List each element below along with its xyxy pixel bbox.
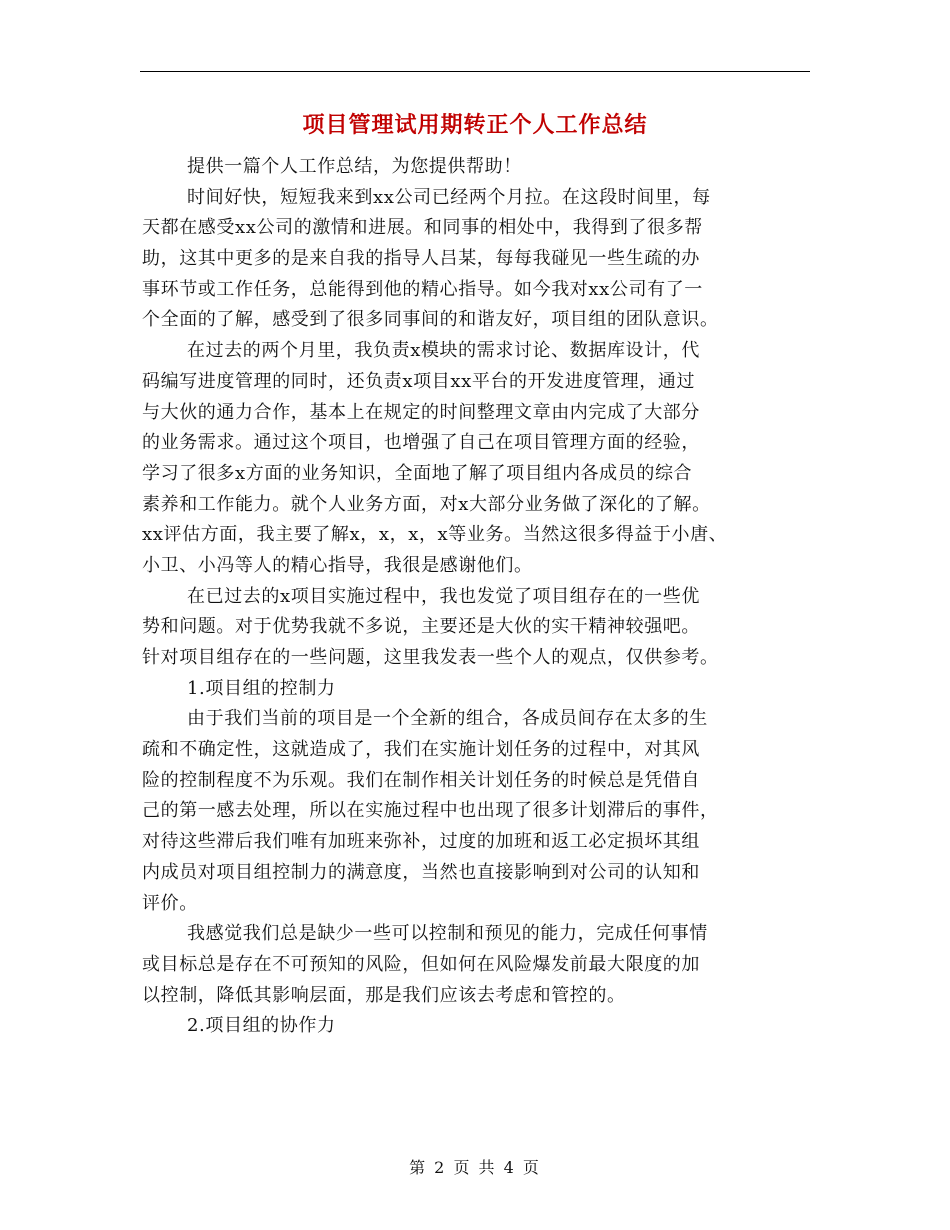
body-line: 时间好快，短短我来到xx公司已经两个月拉。在这段时间里，每 [187, 186, 711, 208]
body-line: 与大伙的通力合作，基本上在规定的时间整理文章由内完成了大部分 [142, 401, 700, 423]
body-line: 提供一篇个人工作总结，为您提供帮助！ [187, 156, 522, 177]
document-title: 项目管理试用期转正个人工作总结 [302, 113, 648, 138]
body-line: 个全面的了解，感受到了很多同事间的和谐友好，项目组的团队意识。 [142, 309, 719, 331]
header-rule [140, 71, 810, 72]
body-line: 1.项目组的控制力 [187, 677, 336, 699]
body-line: 助，这其中更多的是来自我的指导人吕某，每每我碰见一些生疏的办 [142, 248, 700, 270]
body-line: 对待这些滞后我们唯有加班来弥补，过度的加班和返工必定损坏其组 [142, 831, 700, 853]
body-line: 2.项目组的协作力 [187, 1015, 336, 1037]
body-line: 以控制，降低其影响层面，那是我们应该去考虑和管控的。 [142, 984, 626, 1006]
body-line: 天都在感受xx公司的激情和进展。和同事的相处中，我得到了很多帮 [142, 217, 703, 239]
body-line: 的业务需求。通过这个项目，也增强了自己在项目管理方面的经验， [142, 432, 700, 454]
body-line: 内成员对项目组控制力的满意度，当然也直接影响到对公司的认知和 [142, 861, 700, 883]
body-line: 评价。 [142, 892, 198, 914]
body-line: 学习了很多x方面的业务知识，全面地了解了项目组内各成员的综合 [142, 462, 693, 484]
body-line: 或目标总是存在不可预知的风险，但如何在风险爆发前最大限度的加 [142, 953, 700, 975]
body-line: 事环节或工作任务，总能得到他的精心指导。如今我对xx公司有了一 [142, 278, 703, 300]
body-line: 势和问题。对于优势我就不多说，主要还是大伙的实干精神较强吧。 [142, 616, 700, 638]
body-line: xx评估方面，我主要了解x，x，x，x等业务。当然这很多得益于小唐、 [142, 524, 728, 546]
body-line: 在过去的两个月里，我负责x模块的需求讨论、数据库设计，代 [187, 340, 700, 362]
body-line: 疏和不确定性，这就造成了，我们在实施计划任务的过程中，对其风 [142, 739, 700, 761]
body-line: 小卫、小冯等人的精心指导，我很是感谢他们。 [142, 554, 533, 576]
body-line: 码编写进度管理的同时，还负责x项目xx平台的开发进度管理，通过 [142, 370, 696, 392]
body-line: 由于我们当前的项目是一个全新的组合，各成员间存在太多的生 [187, 708, 708, 730]
body-line: 针对项目组存在的一些问题，这里我发表一些个人的观点，仅供参考。 [142, 647, 719, 668]
body-line: 险的控制程度不为乐观。我们在制作相关计划任务的时候总是凭借自 [142, 769, 700, 791]
body-line: 素养和工作能力。就个人业务方面，对x大部分业务做了深化的了解。 [142, 493, 711, 515]
body-line: 我感觉我们总是缺少一些可以控制和预见的能力，完成任何事情 [187, 923, 708, 945]
document-body [142, 152, 822, 1042]
page-footer: 第 2 页 共 4 页 [409, 1158, 541, 1177]
body-line: 在已过去的x项目实施过程中，我也发觉了项目组存在的一些优 [187, 585, 700, 607]
body-line: 己的第一感去处理，所以在实施过程中也出现了很多计划滞后的事件， [142, 800, 719, 822]
